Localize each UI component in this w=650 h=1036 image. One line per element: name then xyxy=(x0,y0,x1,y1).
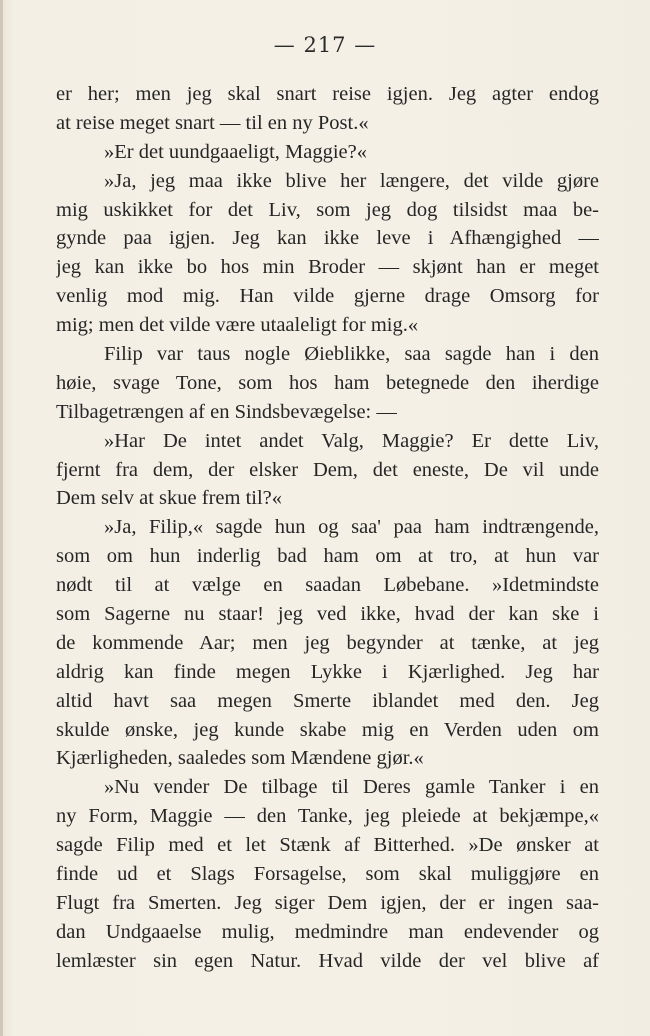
text-line: Dem selv at skue frem til?« xyxy=(56,487,283,510)
body-text xyxy=(56,80,599,976)
text-line: Tilbagetrængen af en Sindsbevægelse: — xyxy=(56,400,397,423)
text-line: skulde ønske, jeg kunde skabe mig en Verden uden om xyxy=(56,718,599,741)
text-line: finde ud et Slags Forsagelse, som skal muliggjøre en xyxy=(56,863,599,886)
text-line: fjernt fra dem, der elsker Dem, det eneste, De vil unde xyxy=(56,458,599,481)
text-line: er her; men jeg skal snart reise igjen. Jeg agter endog xyxy=(56,83,599,105)
text-line: som Sagerne nu staar! jeg ved ikke, hvad der kan ske i xyxy=(56,603,599,626)
text-line: ny Form, Maggie — den Tanke, jeg pleiede at bekjæmpe,« xyxy=(56,805,599,828)
text-line: nødt til at vælge en saadan Løbebane. »Idetmindste xyxy=(56,574,599,597)
text-line: »Nu vender De tilbage til Deres gamle Tanker i en xyxy=(104,776,599,799)
text-line: Kjærligheden, saaledes som Mændene gjør.« xyxy=(56,747,424,770)
text-line: altid havt saa megen Smerte iblandet med den. Jeg xyxy=(56,689,599,712)
text-line: »Har De intet andet Valg, Maggie? Er dette Liv, xyxy=(104,429,599,452)
text-line: lemlæster sin egen Natur. Hvad vilde der vel blive af xyxy=(56,949,599,972)
text-line: høie, svage Tone, som hos ham betegnede den iherdige xyxy=(56,371,599,394)
text-line: gynde paa igjen. Jeg kan ikke leve i Afhængighed — xyxy=(56,227,599,250)
text-line: »Er det uundgaaeligt, Maggie?« xyxy=(104,140,367,163)
text-line: at reise meget snart — til en ny Post.« xyxy=(56,111,369,134)
text-line: aldrig kan finde megen Lykke i Kjærlighed. Jeg har xyxy=(56,660,599,683)
text-line: »Ja, jeg maa ikke blive her længere, det vilde gjøre xyxy=(104,169,599,192)
page-number: — 217 — xyxy=(273,33,377,57)
text-line: som om hun inderlig bad ham om at tro, at hun var xyxy=(56,545,599,568)
text-line: venlig mod mig. Han vilde gjerne drage Omsorg for xyxy=(56,285,599,308)
text-line: de kommende Aar; men jeg begynder at tænke, at jeg xyxy=(56,631,599,654)
text-line: mig; men det vilde være utaaleligt for mig.« xyxy=(56,314,419,337)
text-line: Filip var taus nogle Øieblikke, saa sagde han i den xyxy=(104,343,599,366)
text-line: dan Undgaaelse mulig, medmindre man endevender og xyxy=(56,920,599,943)
text-line: »Ja, Filip,« sagde hun og saa' paa ham indtrængende, xyxy=(104,516,599,539)
text-line: mig uskikket for det Liv, som jeg dog tilsidst maa be- xyxy=(56,198,599,221)
text-line: Flugt fra Smerten. Jeg siger Dem igjen, der er ingen saa- xyxy=(56,891,599,914)
page-spine-edge xyxy=(0,0,3,1036)
text-line: sagde Filip med et let Stænk af Bitterhed. »De ønsker at xyxy=(56,834,599,857)
text-line: jeg kan ikke bo hos min Broder — skjønt han er meget xyxy=(56,256,599,279)
